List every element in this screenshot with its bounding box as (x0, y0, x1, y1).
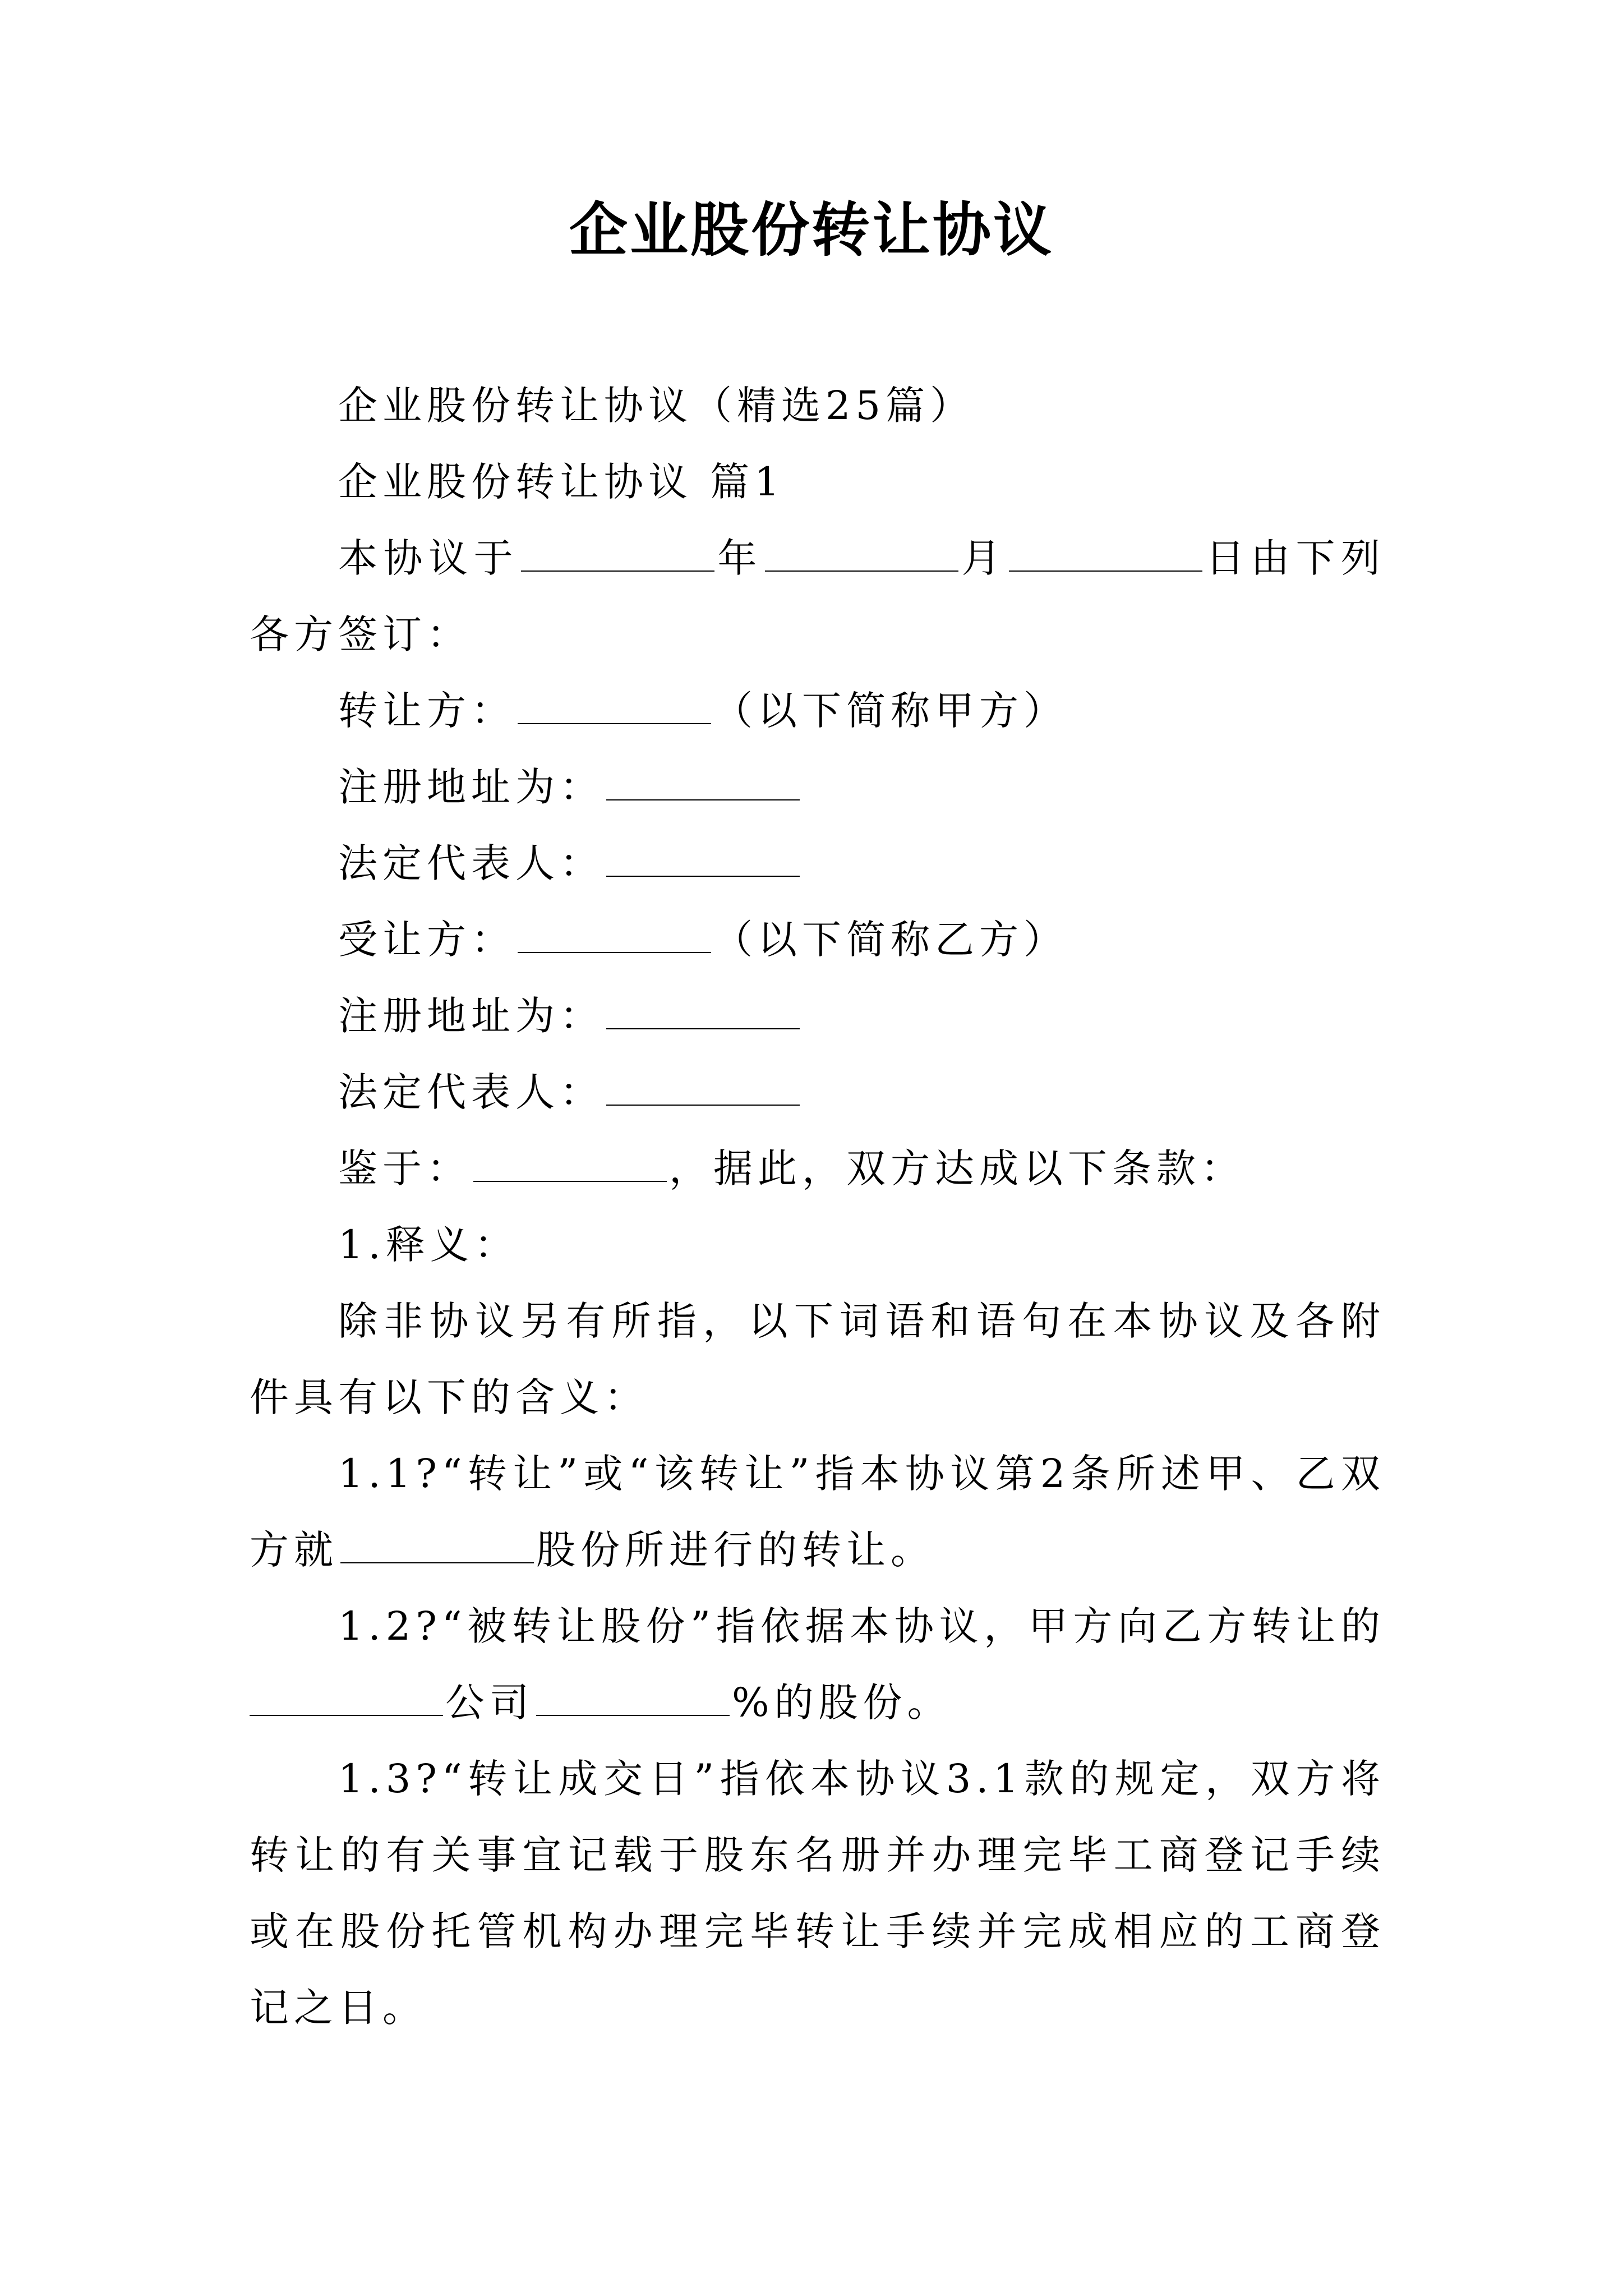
signing-date-paragraph: 本协议于 年 月 日由下列各方签订： (250, 535, 1385, 657)
day-blank (1009, 537, 1202, 572)
transferee-representative-line: 法定代表人： (250, 1054, 1385, 1130)
clause-1-1: 1.1?“转让”或“该转让”指本协议第2条所述甲、乙双方就 股份所进行的转让。 (250, 1451, 1385, 1573)
definitions-heading: 1.释义： (338, 1222, 519, 1268)
transferee-representative-blank (606, 1071, 800, 1106)
transfer-shares-blank (340, 1529, 534, 1563)
clause-1-2: 1.2?“被转让股份”指依据本协议，甲方向乙方转让的公司 %的股份。 (250, 1588, 1385, 1741)
document-title: 企业股份转让协议 (569, 195, 1054, 264)
whereas-line: 鉴于： ，据此，双方达成以下条款： (338, 1145, 1245, 1191)
transferee-blank (518, 918, 711, 953)
transferor-address-line: 注册地址为： (250, 749, 1385, 825)
month-blank (765, 537, 958, 572)
percentage-blank (536, 1681, 730, 1716)
company-blank (250, 1681, 443, 1716)
transferor-representative-blank (606, 842, 800, 877)
subtitle-paragraph: 企业股份转让协议（精选25篇） (338, 383, 975, 429)
transferor-blank (518, 689, 711, 724)
transferor-representative-line: 法定代表人： (250, 825, 1385, 901)
definitions-intro: 除非协议另有所指，以下词语和语句在本协议及各附件具有以下的含义： (250, 1298, 1385, 1420)
transferee-line: 受让方： （以下简称乙方） (338, 917, 1068, 963)
transferee-address-blank (606, 995, 800, 1029)
document-body (250, 367, 1385, 2046)
whereas-blank (473, 1147, 667, 1182)
clause-1-3: 1.3?“转让成交日”指依本协议3.1款的规定，双方将转让的有关事宜记载于股东名册并办理完毕工商登记手续或在股份托管机构办理完毕转让手续并完成相应的工商登记之日。 (250, 1756, 1385, 2031)
year-blank (521, 537, 714, 572)
section-heading: 企业股份转让协议 篇1 (338, 459, 785, 505)
transferor-line: 转让方： （以下简称甲方） (338, 688, 1068, 734)
transferee-address-line: 注册地址为： (250, 978, 1385, 1054)
transferor-address-blank (606, 766, 800, 800)
